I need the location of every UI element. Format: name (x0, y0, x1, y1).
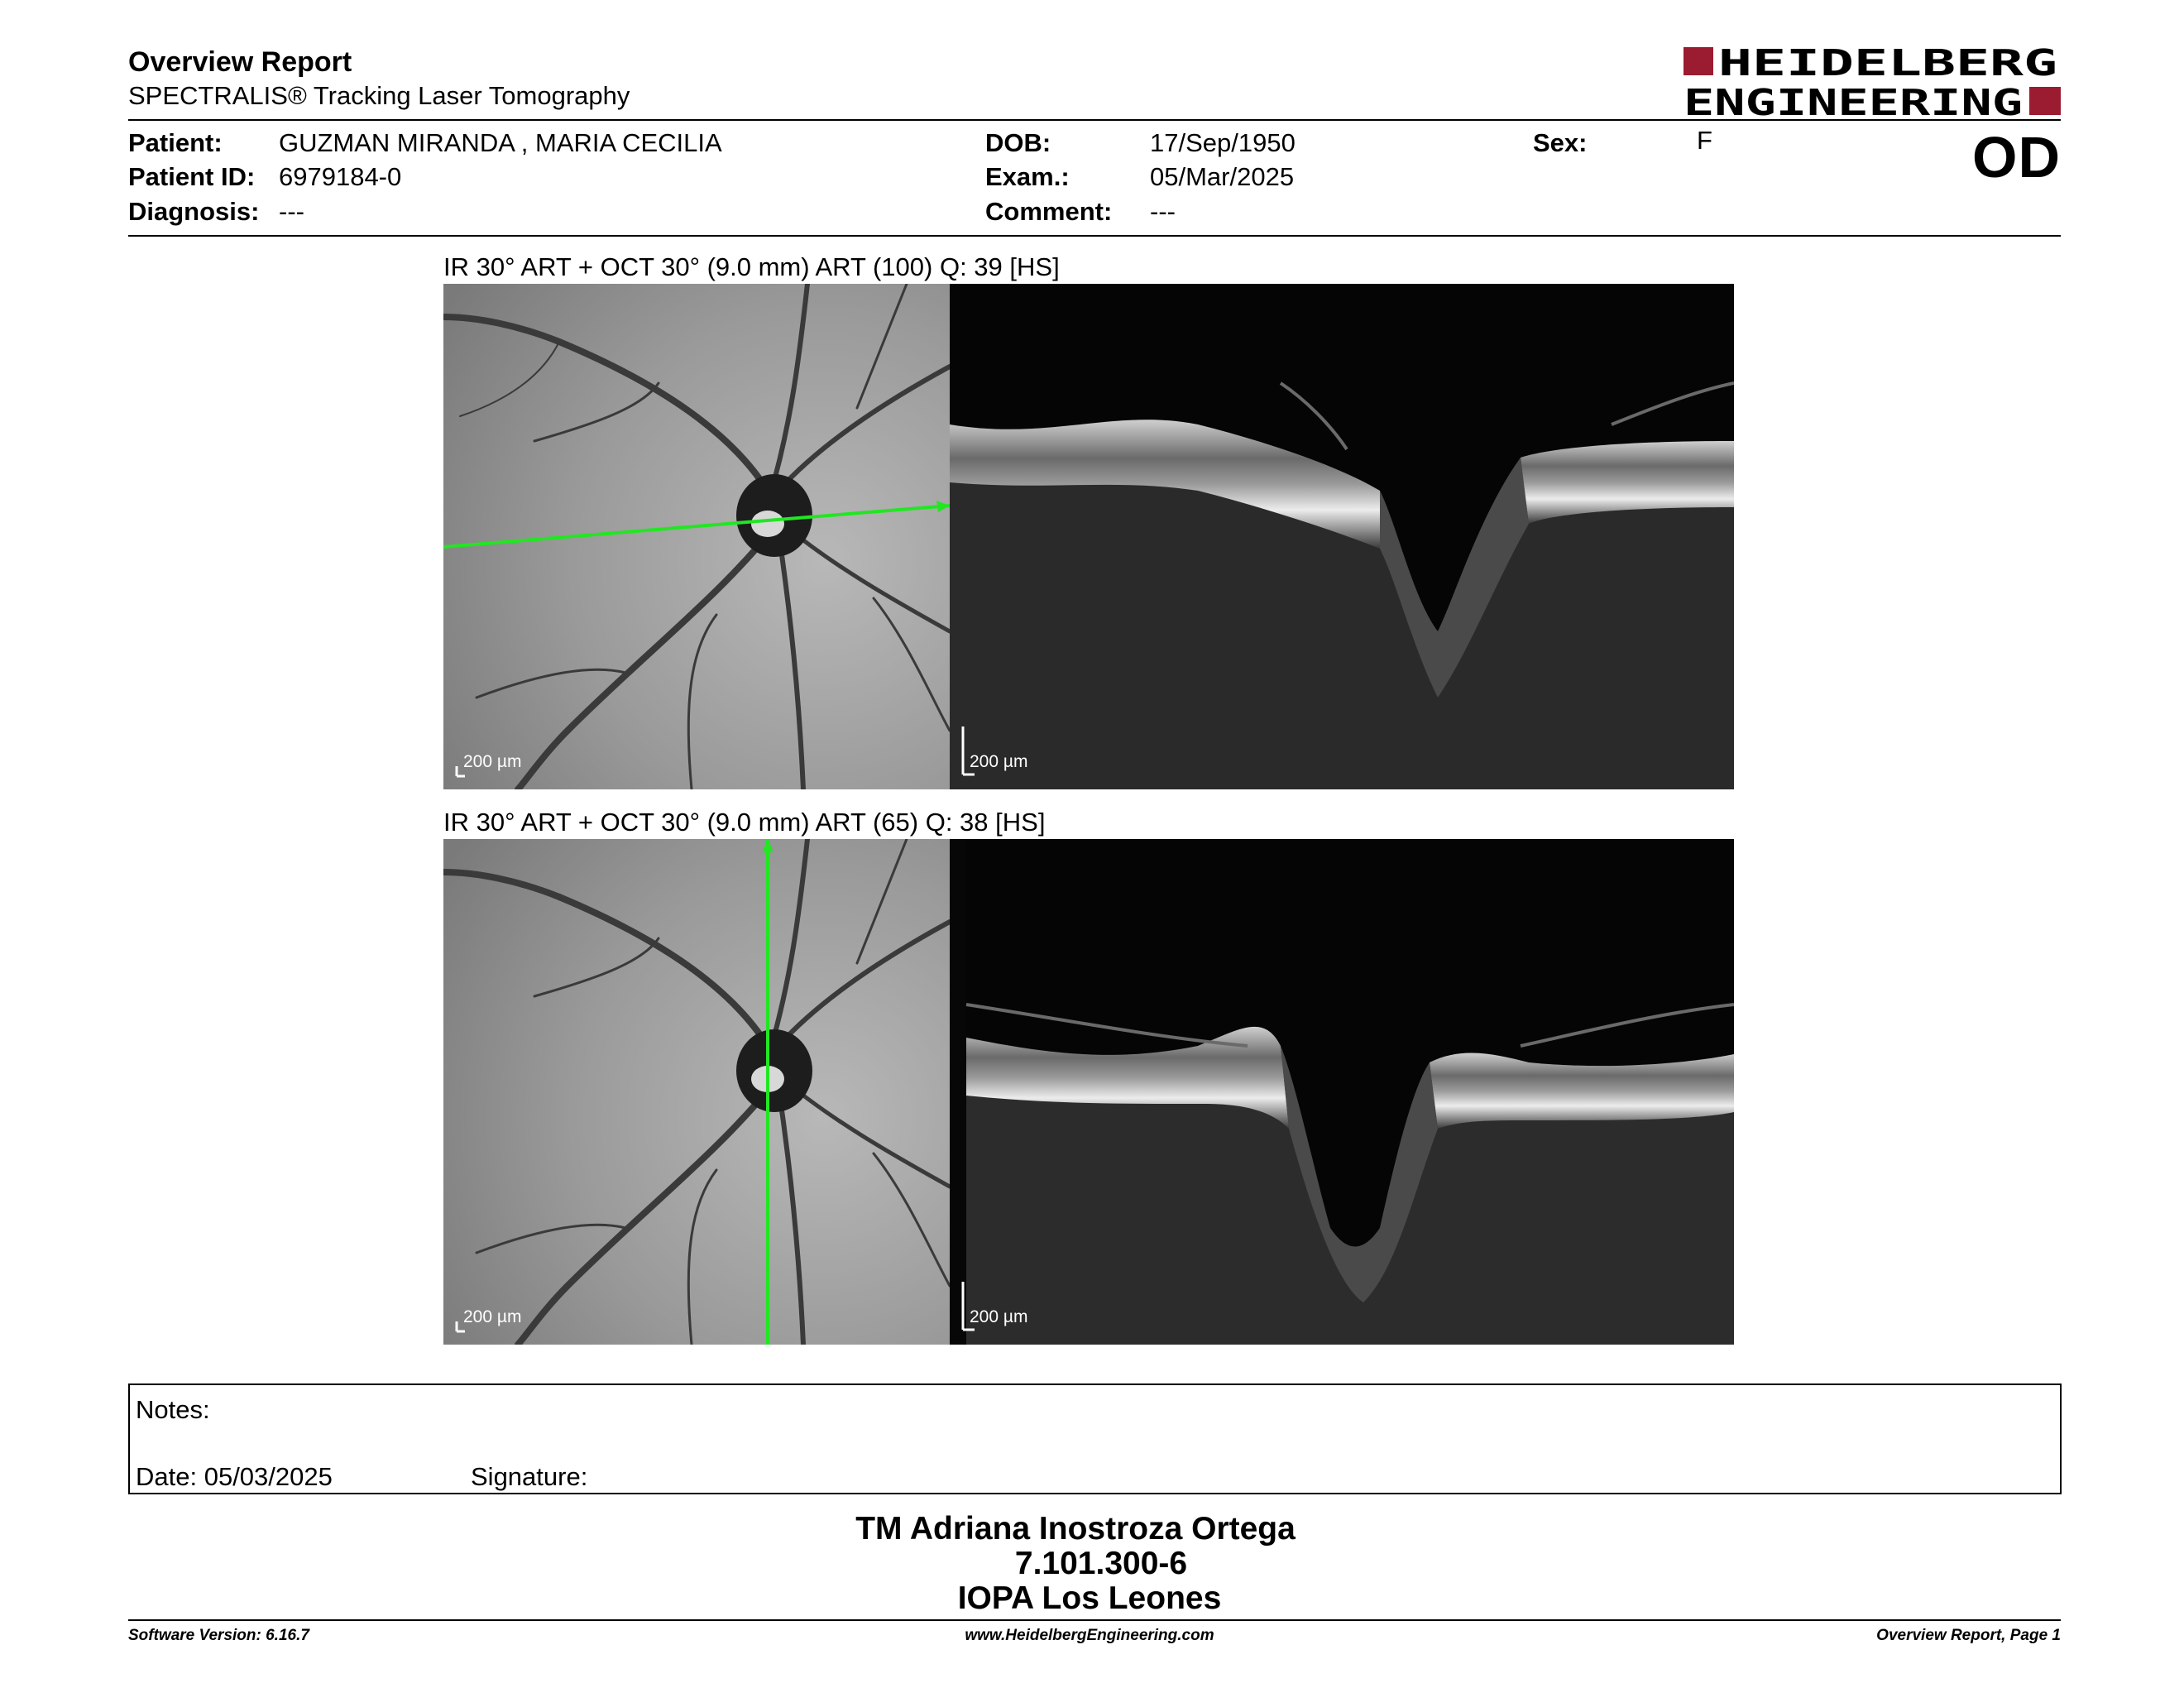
scan-2-ir-scale-label: 200 µm (463, 1307, 522, 1326)
report-title: Overview Report (128, 46, 352, 78)
notes-label: Notes: (136, 1395, 210, 1424)
exam-label: Exam.: (985, 162, 1070, 191)
scan-1-oct-scale-label: 200 µm (970, 752, 1028, 771)
page-number: Overview Report, Page 1 (1876, 1627, 2061, 1644)
diagnosis-label: Diagnosis: (128, 197, 260, 226)
svg-text:ENGINEERING: ENGINEERING (1684, 82, 2023, 118)
date-label: Date: 05/03/2025 (136, 1462, 333, 1491)
scan-2-oct-image (950, 839, 1734, 1345)
exam-value: 05/Mar/2025 (1150, 162, 1295, 191)
software-version: Software Version: 6.16.7 (128, 1627, 309, 1644)
comment-label: Comment: (985, 197, 1113, 226)
svg-text:HEIDELBERG: HEIDELBERG (1718, 46, 2057, 84)
report-subtitle: SPECTRALIS® Tracking Laser Tomography (128, 81, 630, 110)
diagnosis-value: --- (279, 197, 304, 226)
patient-id-label: Patient ID: (128, 162, 256, 191)
patient-name: GUZMAN MIRANDA , MARIA CECILIA (279, 128, 722, 157)
notes-box (128, 1383, 2062, 1494)
sex-value: F (1697, 126, 1712, 155)
signer-clinic: IOPA Los Leones (957, 1580, 1222, 1616)
patient-label: Patient: (128, 128, 223, 157)
scan-1-oct-image (950, 284, 1734, 789)
scan-2-caption: IR 30° ART + OCT 30° (9.0 mm) ART (65) Q: 38 [HS] (443, 808, 1046, 837)
scan-1-caption: IR 30° ART + OCT 30° (9.0 mm) ART (100) Q: 39 [HS] (443, 252, 1060, 281)
signature-label: Signature: (471, 1462, 588, 1491)
scan-1-fundus-image (443, 284, 950, 789)
dob-label: DOB: (985, 128, 1051, 157)
signer-name: TM Adriana Inostroza Ortega (855, 1511, 1296, 1547)
scan-2-fundus-image (443, 839, 950, 1345)
footer-divider (128, 1619, 2061, 1621)
header-divider (128, 119, 2061, 121)
eye-indicator: OD (1972, 125, 2061, 189)
scan-2-oct-scale-label: 200 µm (970, 1307, 1028, 1326)
heidelberg-logo (1684, 46, 2061, 118)
patient-id-value: 6979184-0 (279, 162, 402, 191)
patient-divider (128, 235, 2061, 237)
signer-rut: 7.101.300-6 (1014, 1546, 1188, 1581)
sex-label: Sex: (1533, 128, 1588, 157)
website-link[interactable]: www.HeidelbergEngineering.com (965, 1627, 1214, 1644)
comment-value: --- (1150, 197, 1176, 226)
scan-1-ir-scale-label: 200 µm (463, 752, 522, 771)
dob-value: 17/Sep/1950 (1150, 128, 1296, 157)
